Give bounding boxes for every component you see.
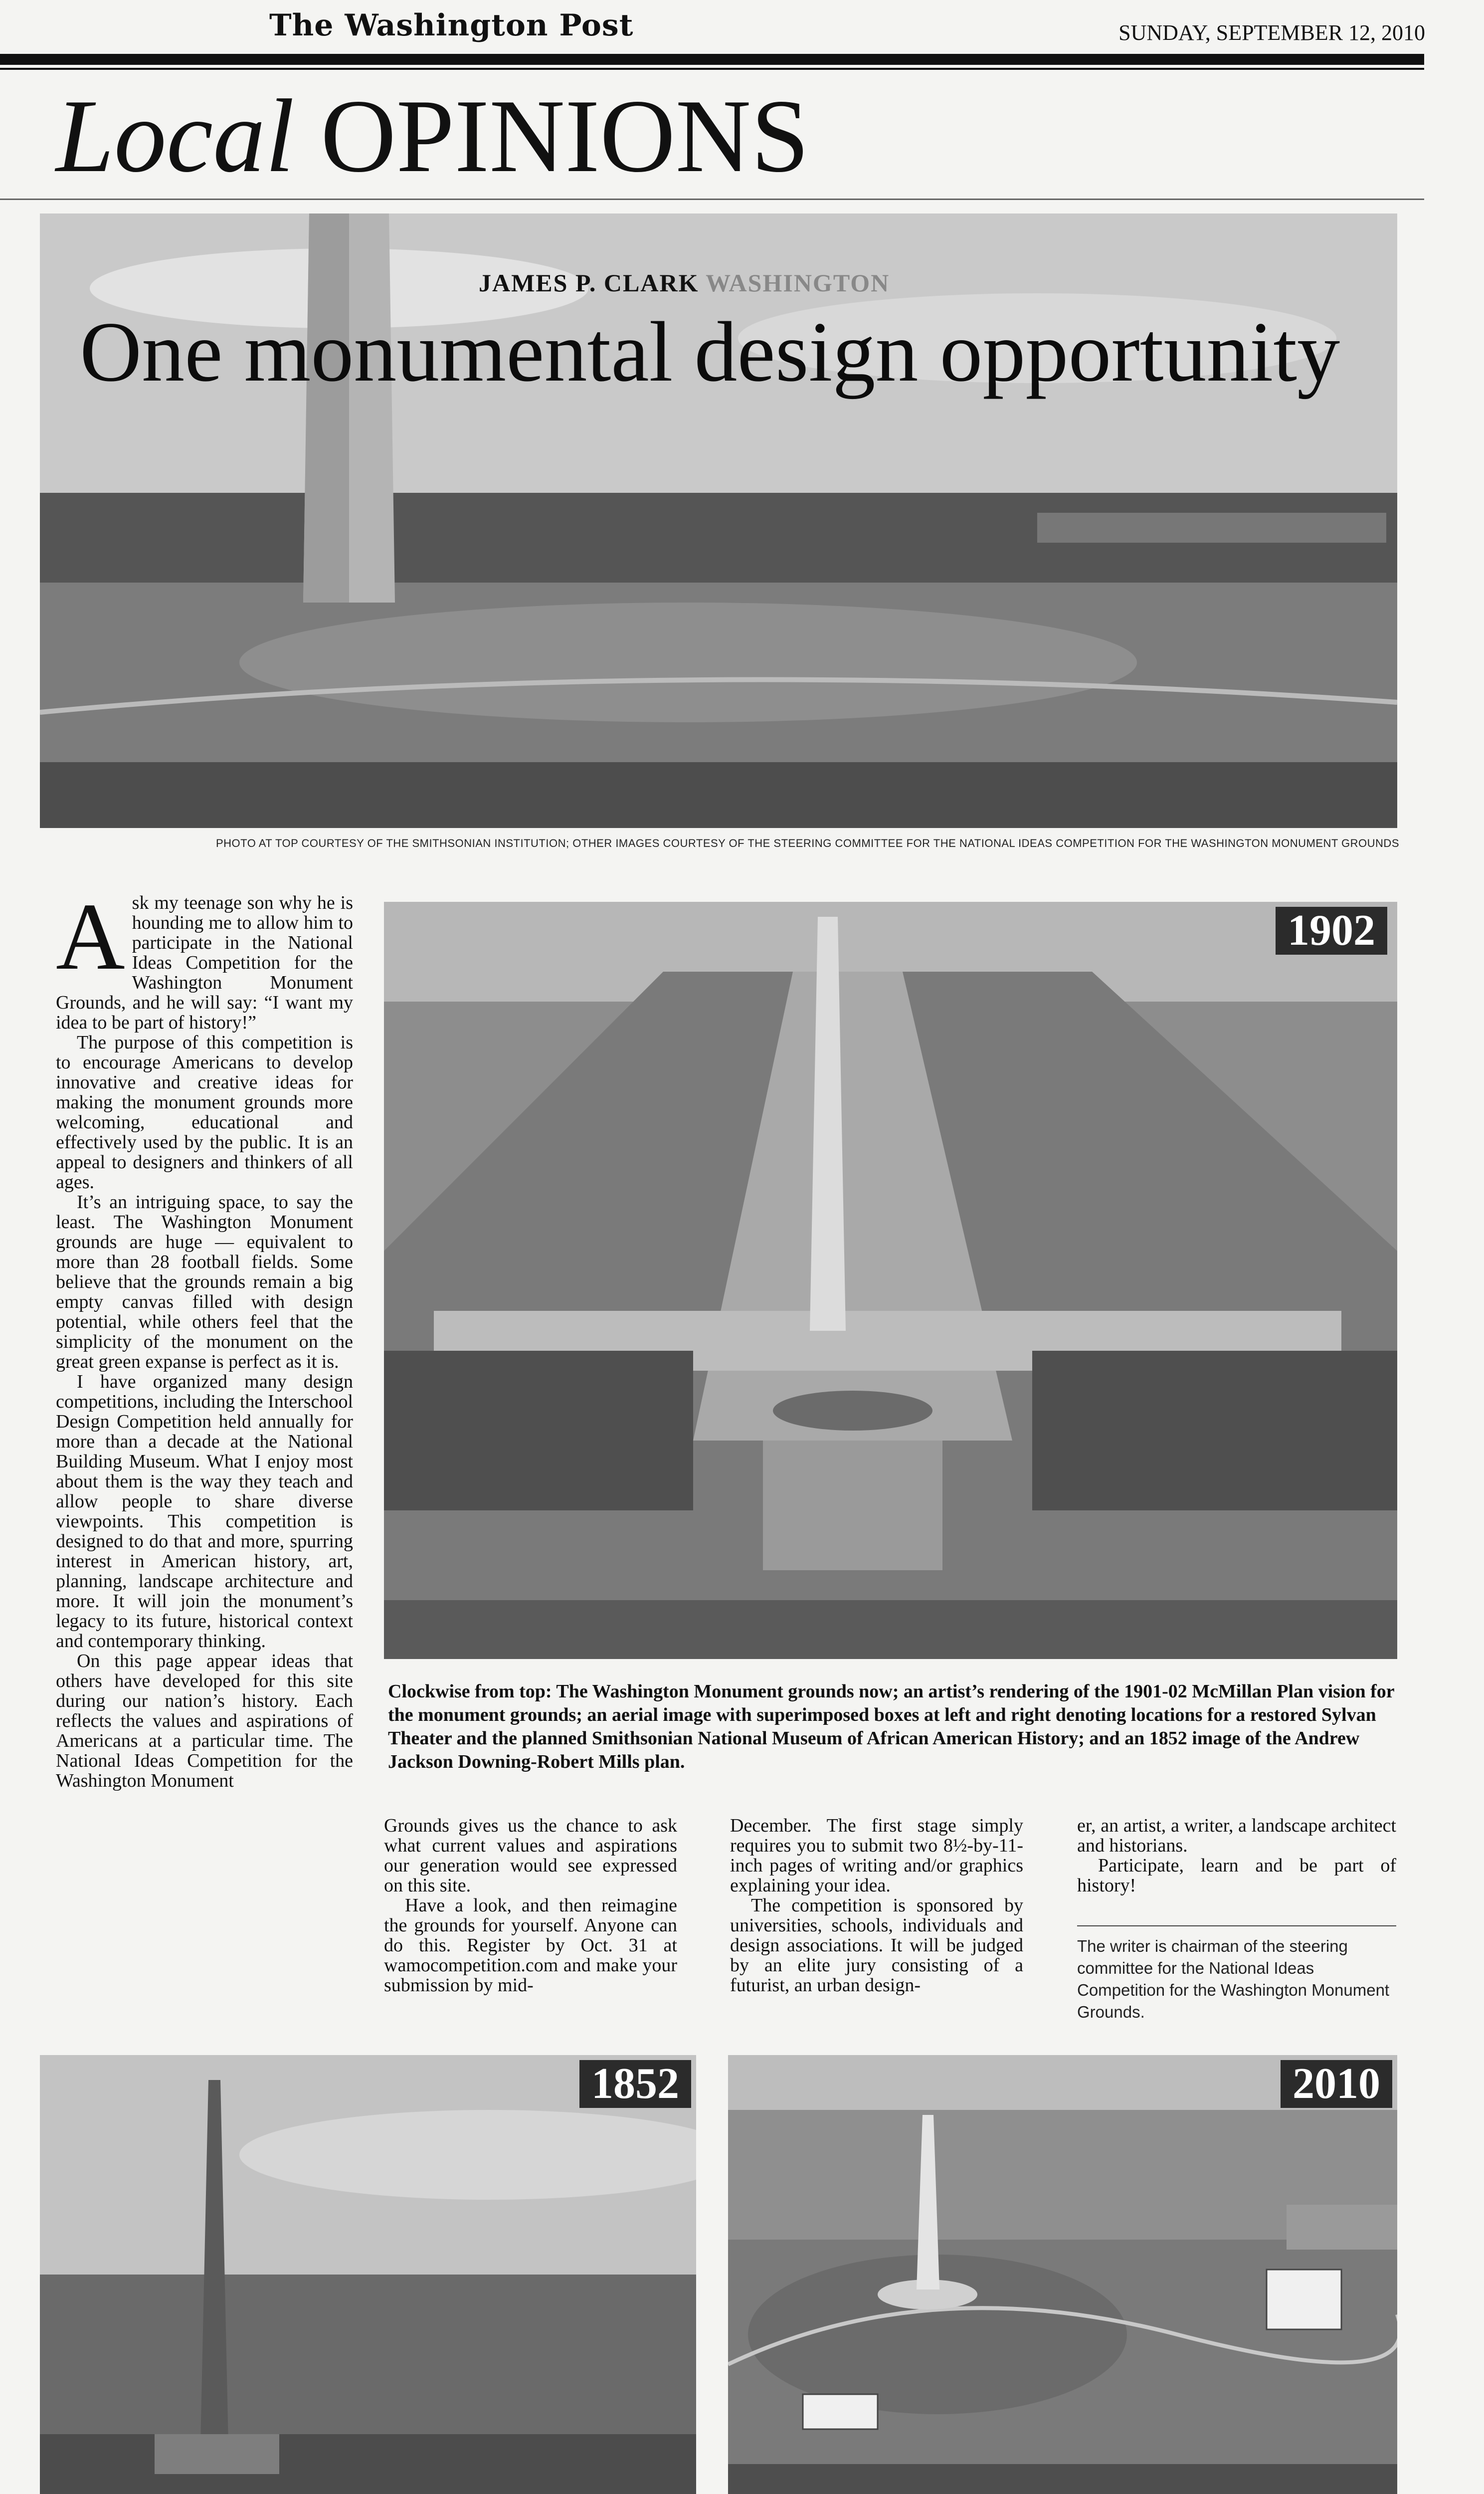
tagline-rule <box>1077 1925 1396 1926</box>
author-location: WASHINGTON <box>706 269 890 297</box>
issue-date: SUNDAY, SEPTEMBER 12, 2010 <box>1118 20 1425 45</box>
image-1902-mcmillan-plan <box>384 902 1397 1659</box>
section-rule <box>0 199 1424 200</box>
paragraph: er, an artist, a writer, a landscape architect and historians. <box>1077 1815 1396 1856</box>
newspaper-masthead: The Washington Post <box>269 8 634 43</box>
paragraph: sk my teenage son why he is hounding me to allow him to participate in the National Ideas Competition for the Washington Monument Grounds, and he will say: “I want my idea to be part of history!” <box>56 892 353 1033</box>
article-byline <box>479 268 890 297</box>
section-title <box>56 78 809 194</box>
paragraph: The competition is sponsored by universities, schools, individuals and design associations. It will be judged by an elite jury consisting of a futurist, an urban design- <box>730 1895 1023 1996</box>
article-column-4 <box>1077 1816 1396 1895</box>
photo-caption: Clockwise from top: The Washington Monument grounds now; an artist’s rendering of the 1901-02 McMillan Plan vision for the monument grounds; an aerial image with superimposed boxes at left and right denoting locations for a restored Sylvan Theater and the planned Smithsonian National Museum of African American History; and an 1852 image of the Andrew Jackson Downing-Robert Mills plan. <box>388 1681 1394 1772</box>
year-badge-1852: 1852 <box>579 2060 691 2108</box>
paragraph: I have organized many design competitions, including the Interschool Design Competition held annually for more than a decade at the National Building Museum. What I enjoy most about them is the way they teach and allow people to share diverse viewpoints. This competition is designed to do that and more, spurring interest in American history, art, planning, landscape architecture and more. It will join the monument’s legacy to its future, historical context and contemporary thinking. <box>56 1371 353 1652</box>
section-title-italic: Local <box>56 78 295 194</box>
author-name: JAMES P. CLARK <box>479 269 699 297</box>
paragraph: December. The first stage simply requires you to submit two 8½-by-11-inch pages of writing and/or graphics explaining your idea. <box>730 1815 1023 1896</box>
image-1852-scene <box>40 2055 696 2494</box>
image-2010-aerial <box>728 2055 1397 2494</box>
image-1902-scene <box>384 902 1397 1659</box>
paragraph: On this page appear ideas that others have developed for this site during our nation’s history. Each reflects the values and aspirations of Americans at a particular time. The National Ideas Competition for the Washington Monument <box>56 1651 353 1791</box>
paragraph: It’s an intriguing space, to say the least. The Washington Monument grounds are huge — equivalent to more than 28 football fields. Some believe that the grounds remain a big empty canvas filled with design potential, while others feel that the simplicity of the monument on the great green expanse is perfect as it is. <box>56 1192 353 1372</box>
image-2010-scene <box>728 2055 1397 2494</box>
drop-cap: A <box>56 883 125 990</box>
article-column-1 <box>56 883 353 1791</box>
article-column-3 <box>730 1816 1023 1995</box>
paragraph: Have a look, and then reimagine the grounds for yourself. Anyone can do this. Register by Oct. 31 at wamocompetition.com and make your submission by mid- <box>384 1895 677 1996</box>
section-title-plain: OPINIONS <box>320 78 809 194</box>
paragraph: Grounds gives us the chance to ask what current values and aspirations our generation would see expressed on this site. <box>384 1815 677 1896</box>
top-photo-monument-grounds <box>40 213 1397 828</box>
masthead-rule-thin <box>0 68 1424 70</box>
year-badge-2010: 2010 <box>1281 2060 1392 2108</box>
article-headline: One monumental design opportunity <box>80 305 1340 400</box>
photo-credit: PHOTO AT TOP COURTESY OF THE SMITHSONIAN INSTITUTION; OTHER IMAGES COURTESY OF THE STEERING COMMITTEE FOR THE NATIONAL IDEAS COMPETITION FOR THE WASHINGTON MONUMENT GROUNDS <box>215 837 1399 849</box>
article-column-2 <box>384 1816 677 1995</box>
author-tagline: The writer is chairman of the steering committee for the National Ideas Competition for the Washington Monument Grounds. <box>1077 1937 1390 2021</box>
paragraph: Participate, learn and be part of history! <box>1077 1855 1396 1896</box>
paragraph: The purpose of this competition is to encourage Americans to develop innovative and creative ideas for making the monument grounds more welcoming, educational and effectively used by the public. It is an appeal to designers and thinkers of all ages. <box>56 1032 353 1193</box>
year-badge-1902: 1902 <box>1276 907 1387 955</box>
image-1852-downing-mills-plan <box>40 2055 696 2494</box>
masthead-rule <box>0 54 1424 65</box>
